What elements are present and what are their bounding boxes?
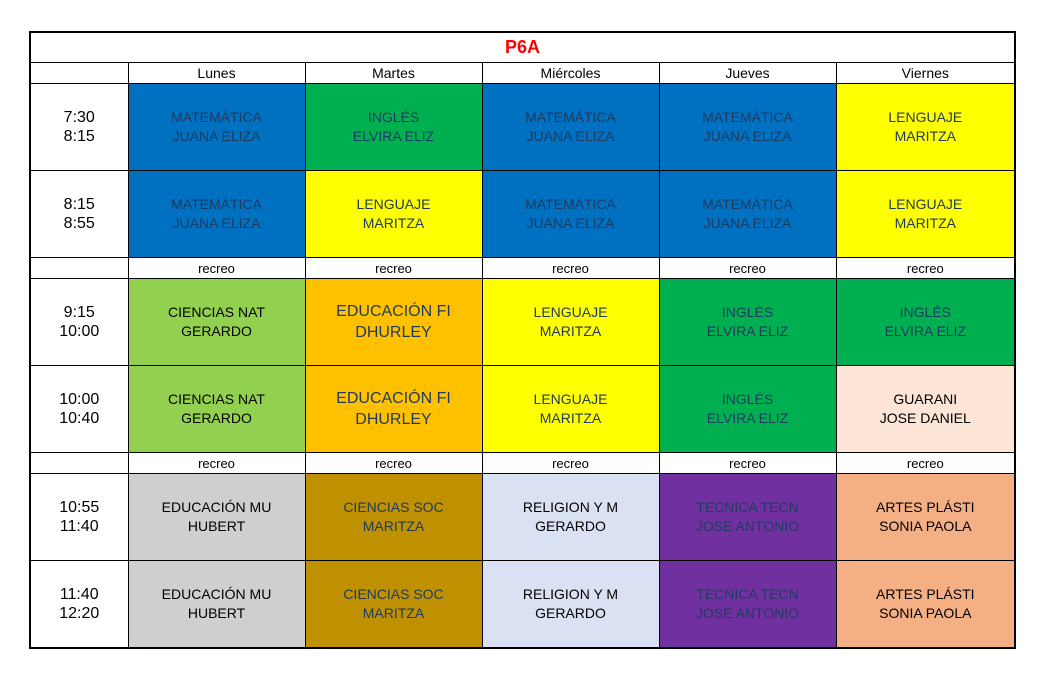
subject-name: INGLÉS [721,304,774,320]
class-cell [482,474,659,561]
class-cell [305,474,482,561]
day-header-jueves: Jueves [659,63,836,84]
recreo-cell: recreo [305,258,482,279]
teacher-name: MARITZA [539,323,602,339]
class-cell [305,366,482,453]
recreo-row [30,453,1015,474]
teacher-name: GERARDO [535,518,606,534]
teacher-name: MARITZA [894,128,957,144]
teacher-name: JUANA ELIZA [526,215,615,231]
period-start: 10:00 [59,391,100,408]
subject-name: EDUCACIÓN FI [336,390,451,407]
class-cell [836,279,1015,366]
teacher-name: JOSE ANTONIO [695,605,800,621]
class-cell [128,561,305,649]
class-cell [659,279,836,366]
teacher-name: GERARDO [181,410,252,426]
subject-name: CIENCIAS NAT [168,391,265,407]
day-header-viernes: Viernes [836,63,1015,84]
period-end: 11:40 [59,518,99,535]
teacher-name: ELVIRA ELIZ [706,323,789,339]
period-end: 10:00 [59,323,100,340]
teacher-name: SONIA PAOLA [879,605,972,621]
class-cell [482,84,659,171]
time-cell [30,474,128,561]
class-cell [305,279,482,366]
recreo-cell: recreo [659,453,836,474]
recreo-cell: recreo [482,453,659,474]
subject-name: LENGUAJE [888,109,963,125]
corner-cell [30,63,128,84]
teacher-name: MARITZA [362,605,425,621]
period-end: 8:55 [63,215,95,232]
teacher-name: JUANA ELIZA [526,128,615,144]
teacher-name: ELVIRA ELIZ [706,410,789,426]
subject-name: MATEMÁTICA [525,109,616,125]
subject-name: TECNICA TECN [696,586,799,602]
class-cell [836,366,1015,453]
time-cell [30,561,128,649]
time-cell [30,366,128,453]
teacher-name: SONIA PAOLA [879,518,972,534]
class-cell [128,84,305,171]
period-start: 8:15 [63,196,95,213]
period-row-1 [30,84,1015,171]
period-end: 8:15 [63,128,95,145]
class-cell [305,84,482,171]
class-cell [659,366,836,453]
class-cell [482,561,659,649]
subject-name: MATEMÁTICA [171,109,262,125]
teacher-name: DHURLEY [355,411,432,428]
recreo-time-cell [30,453,128,474]
class-cell [128,171,305,258]
teacher-name: DHURLEY [355,324,432,341]
recreo-cell: recreo [836,258,1015,279]
day-header-miercoles: Miércoles [482,63,659,84]
time-cell [30,171,128,258]
timetable-title-cell [30,32,1015,63]
class-cell [482,366,659,453]
recreo-time-cell [30,258,128,279]
subject-name: MATEMÁTICA [171,196,262,212]
teacher-name: GERARDO [181,323,252,339]
class-cell [482,279,659,366]
teacher-name: JOSE DANIEL [879,410,971,426]
teacher-name: GERARDO [535,605,606,621]
teacher-name: MARITZA [539,410,602,426]
class-cell [482,171,659,258]
recreo-cell: recreo [659,258,836,279]
subject-name: RELIGION Y M [522,499,619,515]
teacher-name: JUANA ELIZA [703,128,792,144]
subject-name: LENGUAJE [888,196,963,212]
period-row-3 [30,279,1015,366]
period-start: 7:30 [63,109,95,126]
subject-name: INGLÉS [899,304,951,320]
teacher-name: ELVIRA ELIZ [884,323,967,339]
class-cell [836,561,1015,649]
subject-name: CIENCIAS NAT [168,304,265,320]
class-cell [128,279,305,366]
class-cell [836,84,1015,171]
subject-name: INGLÉS [367,109,420,125]
time-cell [30,279,128,366]
day-header-lunes: Lunes [128,63,305,84]
teacher-name: MARITZA [362,518,425,534]
period-start: 9:15 [63,304,95,321]
teacher-name: MARITZA [894,215,957,231]
period-row-4 [30,366,1015,453]
teacher-name: HUBERT [187,605,246,621]
class-cell [128,366,305,453]
time-cell [30,84,128,171]
class-cell [836,474,1015,561]
class-cell [128,474,305,561]
class-cell [836,171,1015,258]
recreo-cell: recreo [128,453,305,474]
subject-name: EDUCACIÓN MU [161,499,272,515]
class-cell [659,84,836,171]
recreo-row [30,258,1015,279]
recreo-cell: recreo [305,453,482,474]
class-cell [305,561,482,649]
recreo-cell: recreo [482,258,659,279]
class-cell [659,474,836,561]
recreo-cell: recreo [128,258,305,279]
period-row-2 [30,171,1015,258]
period-start: 11:40 [59,586,99,603]
teacher-name: JUANA ELIZA [172,128,261,144]
period-row-5 [30,474,1015,561]
subject-name: RELIGION Y M [522,586,619,602]
subject-name: TECNICA TECN [696,499,799,515]
teacher-name: HUBERT [187,518,246,534]
period-start: 10:55 [59,499,100,516]
period-row-6 [30,561,1015,649]
period-end: 10:40 [59,410,100,427]
teacher-name: JOSE ANTONIO [695,518,800,534]
class-cell [659,561,836,649]
recreo-cell: recreo [836,453,1015,474]
day-header-martes: Martes [305,63,482,84]
subject-name: CIENCIAS SOC [343,499,444,515]
subject-name: CIENCIAS SOC [343,586,444,602]
subject-name: LENGUAJE [356,196,431,212]
subject-name: LENGUAJE [533,391,608,407]
subject-name: LENGUAJE [533,304,608,320]
subject-name: ARTES PLÁSTI [876,586,975,602]
period-end: 12:20 [59,605,100,622]
timetable-title: P6A [505,37,541,57]
subject-name: MATEMÁTICA [525,196,616,212]
subject-name: INGLÉS [721,391,774,407]
teacher-name: JUANA ELIZA [703,215,792,231]
teacher-name: JUANA ELIZA [172,215,261,231]
class-cell [659,171,836,258]
subject-name: EDUCACIÓN FI [336,303,451,320]
class-cell [305,171,482,258]
subject-name: MATEMÁTICA [702,196,793,212]
subject-name: EDUCACIÓN MU [161,586,272,602]
subject-name: ARTES PLÁSTI [876,499,975,515]
timetable [29,31,1016,649]
teacher-name: MARITZA [362,215,425,231]
subject-name: GUARANI [893,391,958,407]
subject-name: MATEMÁTICA [702,109,793,125]
teacher-name: ELVIRA ELIZ [352,128,435,144]
